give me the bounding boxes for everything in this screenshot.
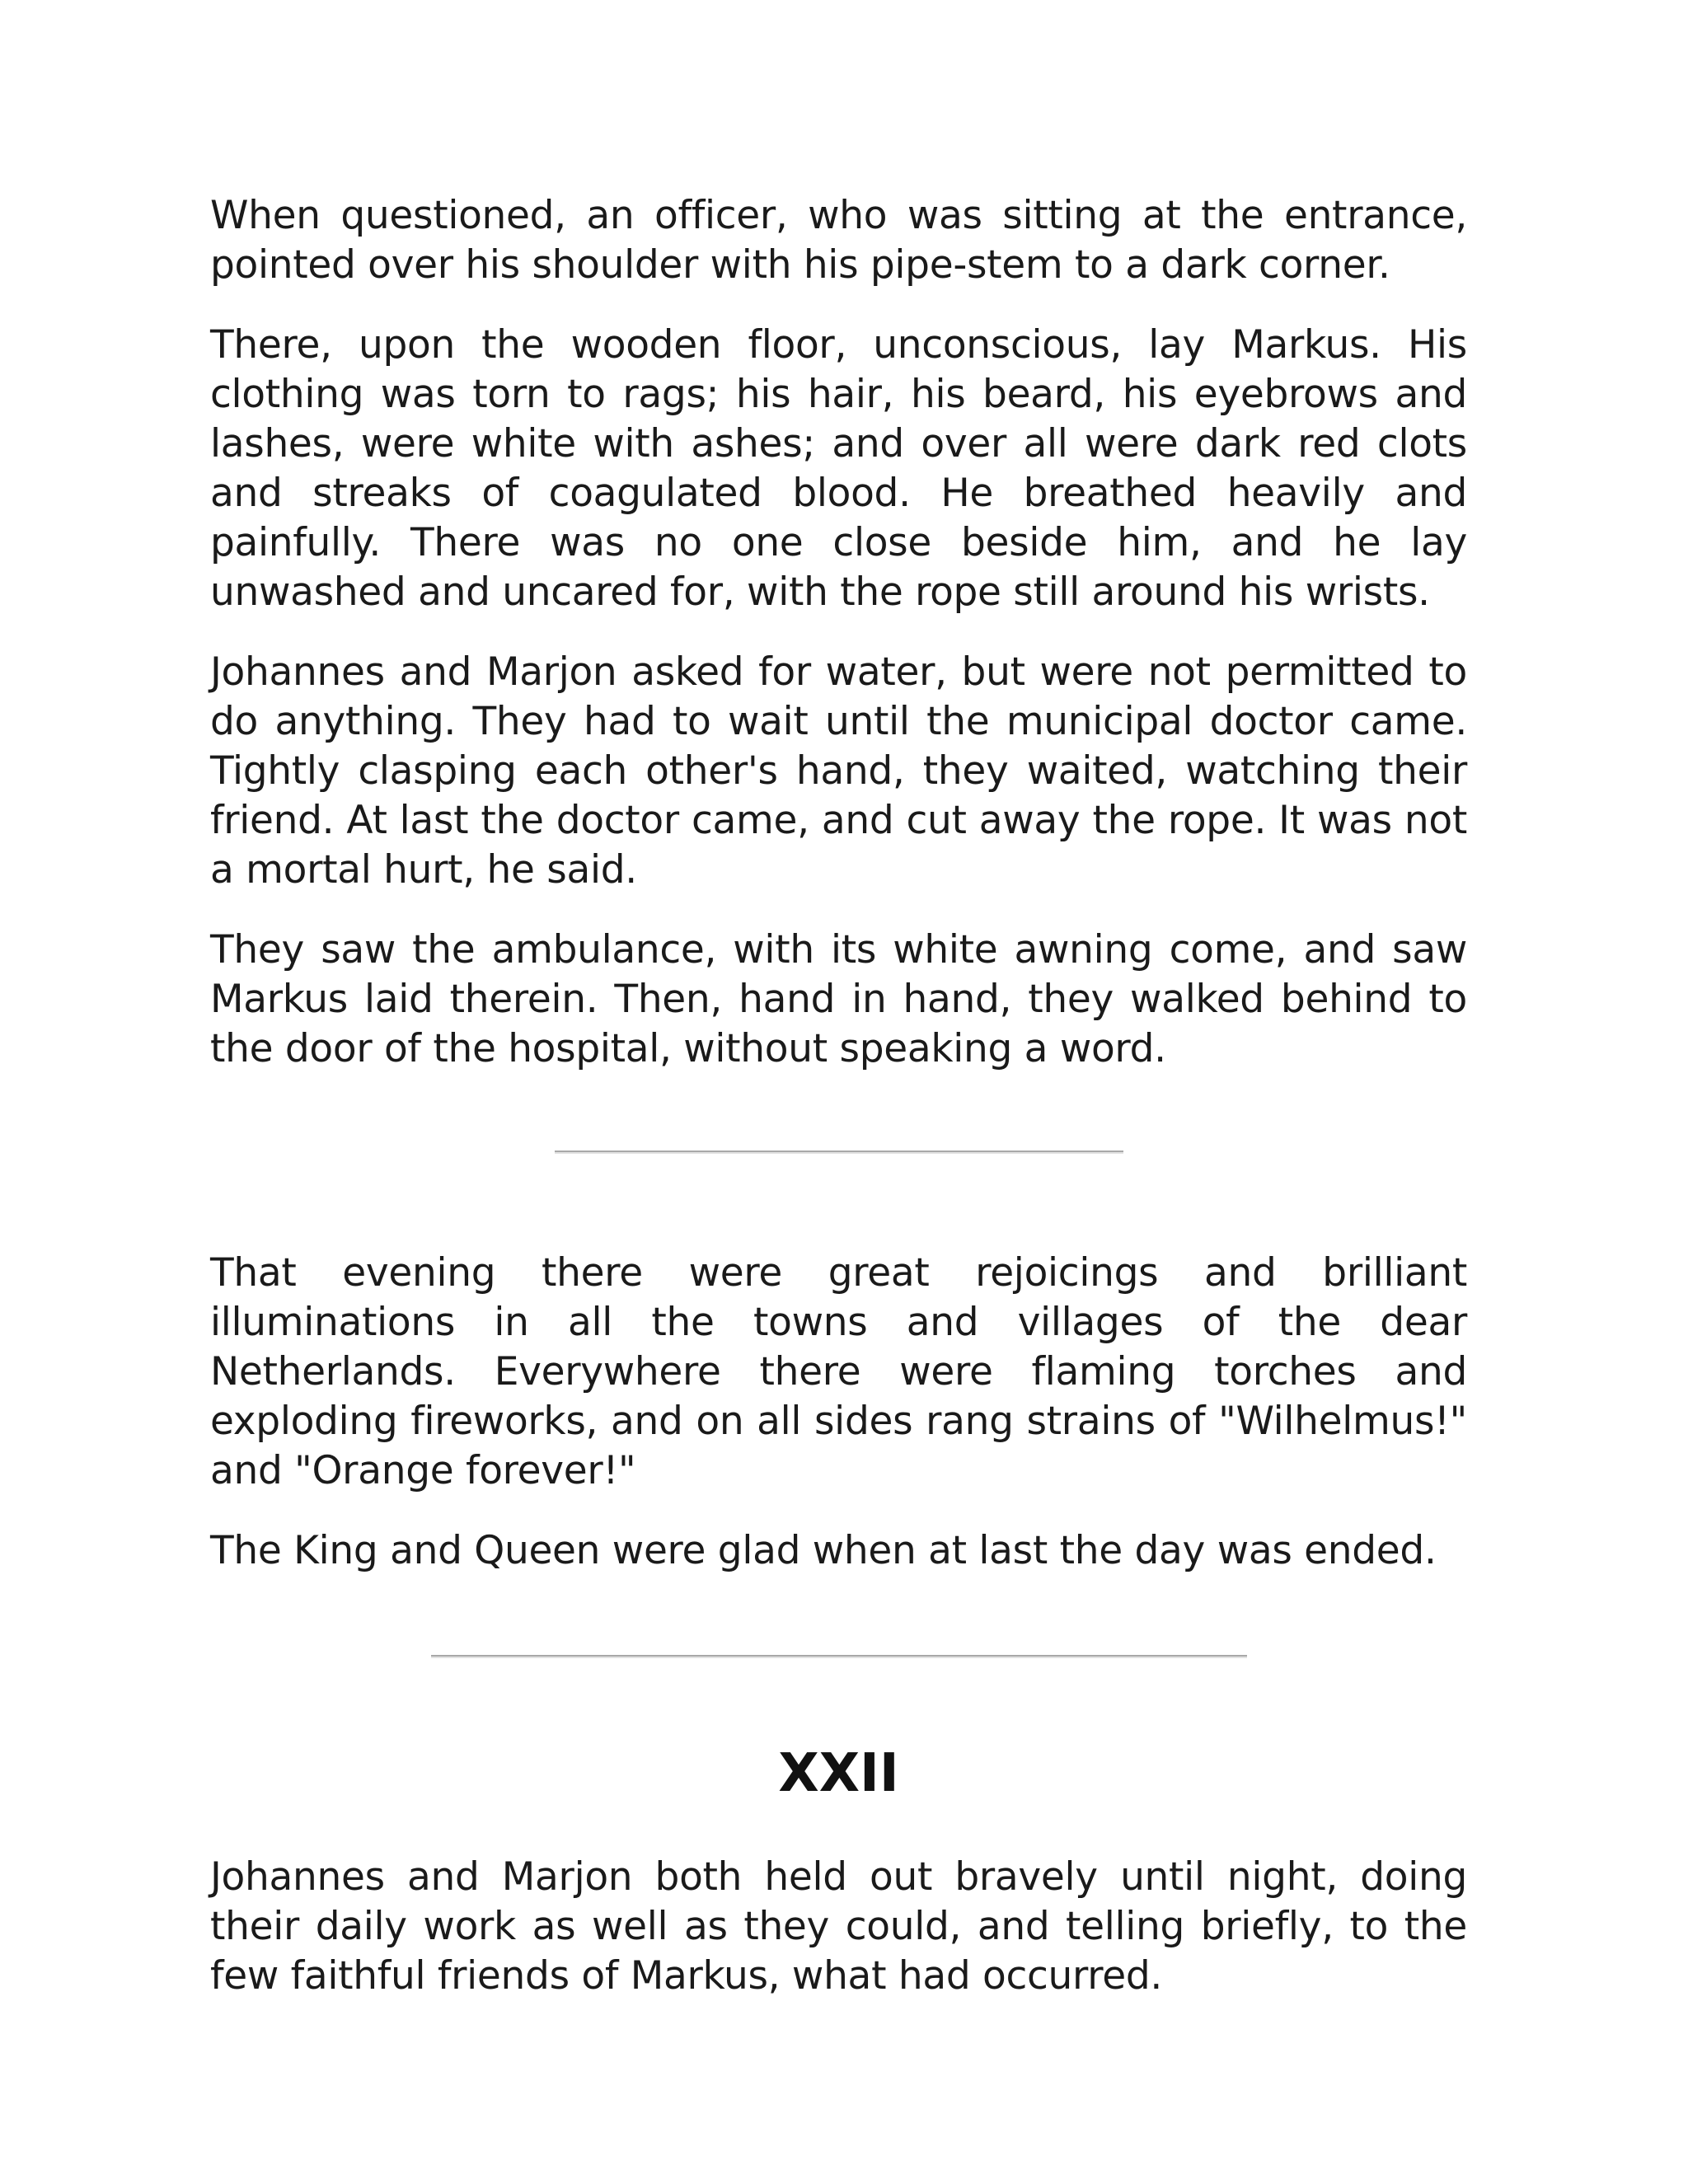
paragraph: The King and Queen were glad when at last the day was ended. <box>210 1528 1437 1573</box>
chapter-divider <box>431 1655 1247 1658</box>
section-divider <box>555 1151 1123 1154</box>
paragraph: They saw the ambulance, with its white awning come, and saw Markus laid therein. Then, hand in hand, they walked behind to the door of the hospital, without speaking a word. <box>210 927 1467 1071</box>
paragraph: There, upon the wooden floor, unconscious, lay Markus. His clothing was torn to rags; his hair, his beard, his eyebrows and lashes, were white with ashes; and over all were dark red clots and streaks of coagulated blood. He breathed heavily and painfully. There was no one close beside him, and he lay unwashed and uncared for, with the rope still around his wrists. <box>210 322 1467 615</box>
paragraph: Johannes and Marjon both held out bravely until night, doing their daily work as well as they could, and telling briefly, to the few faithful friends of Markus, what had occurred. <box>210 1854 1467 1999</box>
chapter-heading: XXII <box>778 1743 899 1804</box>
paragraph: Johannes and Marjon asked for water, but were not permitted to do anything. They had to wait until the municipal doctor came. Tightly clasping each other's hand, they waited, watching their friend. At last the doctor came, and cut away the rope. It was not a mortal hurt, he said. <box>210 649 1467 893</box>
paragraph: That evening there were great rejoicings and brilliant illuminations in all the towns and villages of the dear Netherlands. Everywhere there were flaming torches and exploding fireworks, and on all sides rang strains of "Wilhelmus!" and "Orange forever!" <box>210 1250 1467 1493</box>
book-page <box>210 191 1467 2032</box>
paragraph: When questioned, an officer, who was sitting at the entrance, pointed over his shoulder with his pipe-stem to a dark corner. <box>210 193 1467 288</box>
